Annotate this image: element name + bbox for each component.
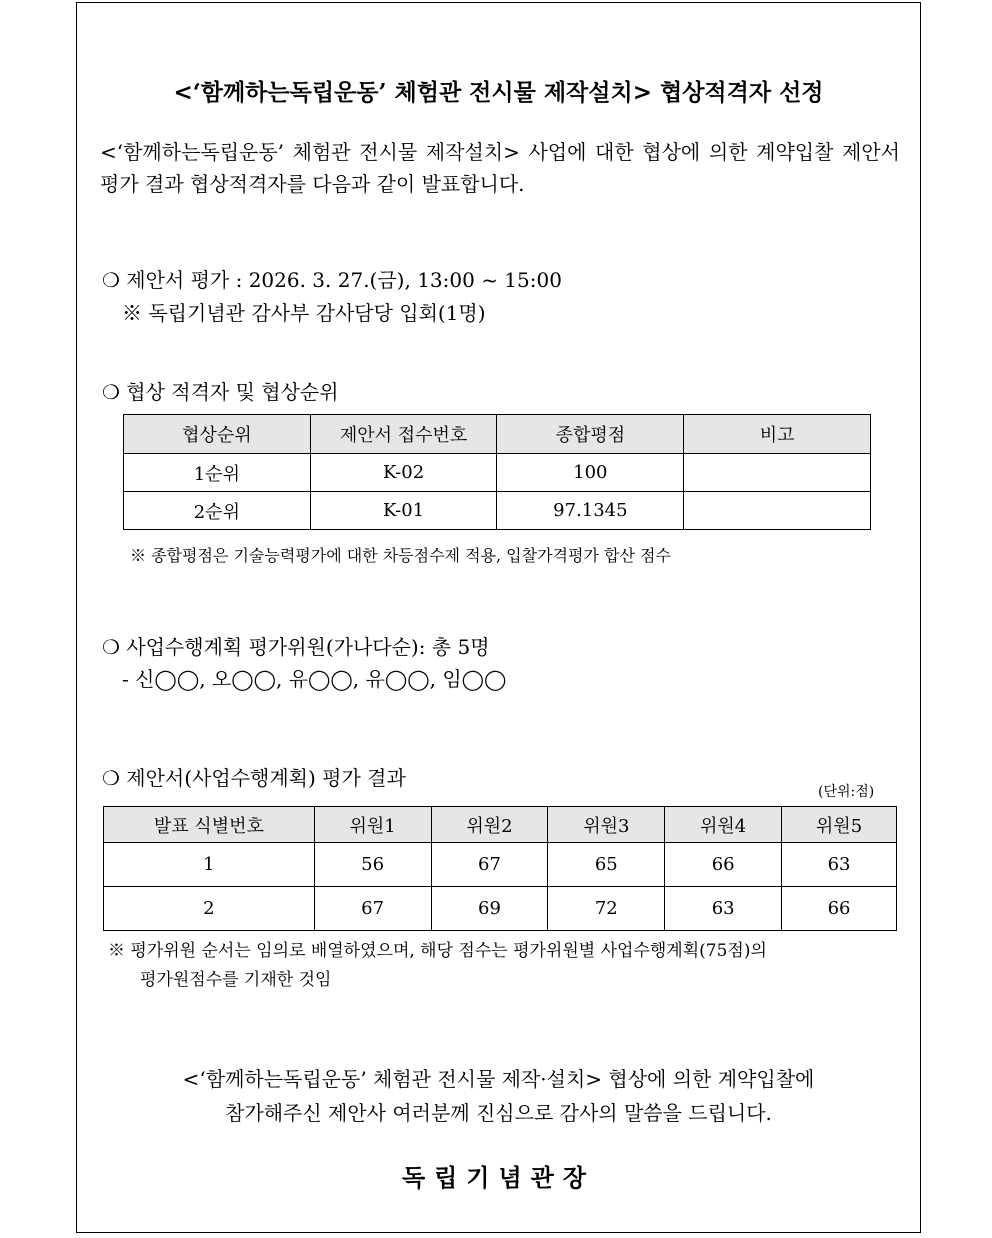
table-row (124, 492, 871, 530)
rank-cell: 2순위 (124, 492, 311, 530)
rank-cell: 1순위 (124, 454, 311, 492)
ranking-table (123, 414, 871, 530)
results-note-line1: ※ 평가위원 순서는 임의로 배열하였으며, 해당 점수는 평가위원별 사업수행계획(75점)의 (108, 941, 767, 961)
score-cell: 72 (548, 887, 665, 931)
document-title: <‘함께하는독립운동’ 체험관 전시물 제작설치> 협상적격자 선정 (173, 79, 824, 106)
closing-line1: <‘함께하는독립운동’ 체험관 전시물 제작·설치> 협상에 의한 계약입찰에 (182, 1067, 815, 1091)
evaluation-date-heading: ❍ 제안서 평가 : 2026. 3. 27.(금), 13:00 ~ 15:00 (102, 268, 562, 292)
total-score-cell: 100 (497, 454, 684, 492)
score-cell: 67 (431, 843, 548, 887)
evaluators-list: - 신◯◯, 오◯◯, 유◯◯, 유◯◯, 임◯◯ (122, 667, 507, 691)
id-cell: 2 (104, 887, 315, 931)
table-row (124, 454, 871, 492)
results-heading: ❍ 제안서(사업수행계획) 평가 결과 (102, 766, 406, 790)
ranking-header-cell: 협상순위 (124, 415, 311, 454)
ranking-header-cell: 제안서 접수번호 (310, 415, 497, 454)
results-header-cell: 위원3 (548, 807, 665, 843)
evaluators-heading: ❍ 사업수행계획 평가위원(가나다순): 총 5명 (102, 635, 490, 659)
proposal-number-cell: K-01 (310, 492, 497, 530)
remarks-cell (684, 492, 871, 530)
signature: 독립기념관장 (401, 1163, 596, 1192)
intro-paragraph: <‘함께하는독립운동’ 체험관 전시물 제작설치> 사업에 대한 협상에 의한 계약입찰 제안서 평가 결과 협상적격자를 다음과 같이 발표합니다. (100, 140, 900, 196)
closing-line2: 참가해주신 제안사 여러분께 진심으로 감사의 말씀을 드립니다. (225, 1101, 772, 1125)
results-header-cell: 위원1 (314, 807, 431, 843)
score-cell: 63 (782, 843, 897, 887)
total-score-cell: 97.1345 (497, 492, 684, 530)
audit-note: ※ 독립기념관 감사부 감사담당 입회(1명) (122, 301, 486, 325)
ranking-header-cell: 종합평점 (497, 415, 684, 454)
score-cell: 66 (782, 887, 897, 931)
results-header-cell: 위원5 (782, 807, 897, 843)
score-cell: 63 (665, 887, 782, 931)
ranking-heading: ❍ 협상 적격자 및 협상순위 (102, 380, 339, 404)
score-note: ※ 종합평점은 기술능력평가에 대한 차등점수제 적용, 입찰가격평가 합산 점수 (130, 546, 671, 565)
score-cell: 66 (665, 843, 782, 887)
remarks-cell (684, 454, 871, 492)
proposal-number-cell: K-02 (310, 454, 497, 492)
score-cell: 67 (314, 887, 431, 931)
unit-label: (단위:점) (818, 784, 875, 800)
results-header-cell: 위원4 (665, 807, 782, 843)
table-row (104, 887, 897, 931)
results-note-line2: 평가원점수를 기재한 것임 (140, 970, 332, 990)
ranking-header-cell: 비고 (684, 415, 871, 454)
table-row (104, 843, 897, 887)
score-cell: 69 (431, 887, 548, 931)
results-table (103, 806, 897, 931)
score-cell: 65 (548, 843, 665, 887)
results-header-cell: 발표 식별번호 (104, 807, 315, 843)
id-cell: 1 (104, 843, 315, 887)
results-header-cell: 위원2 (431, 807, 548, 843)
score-cell: 56 (314, 843, 431, 887)
